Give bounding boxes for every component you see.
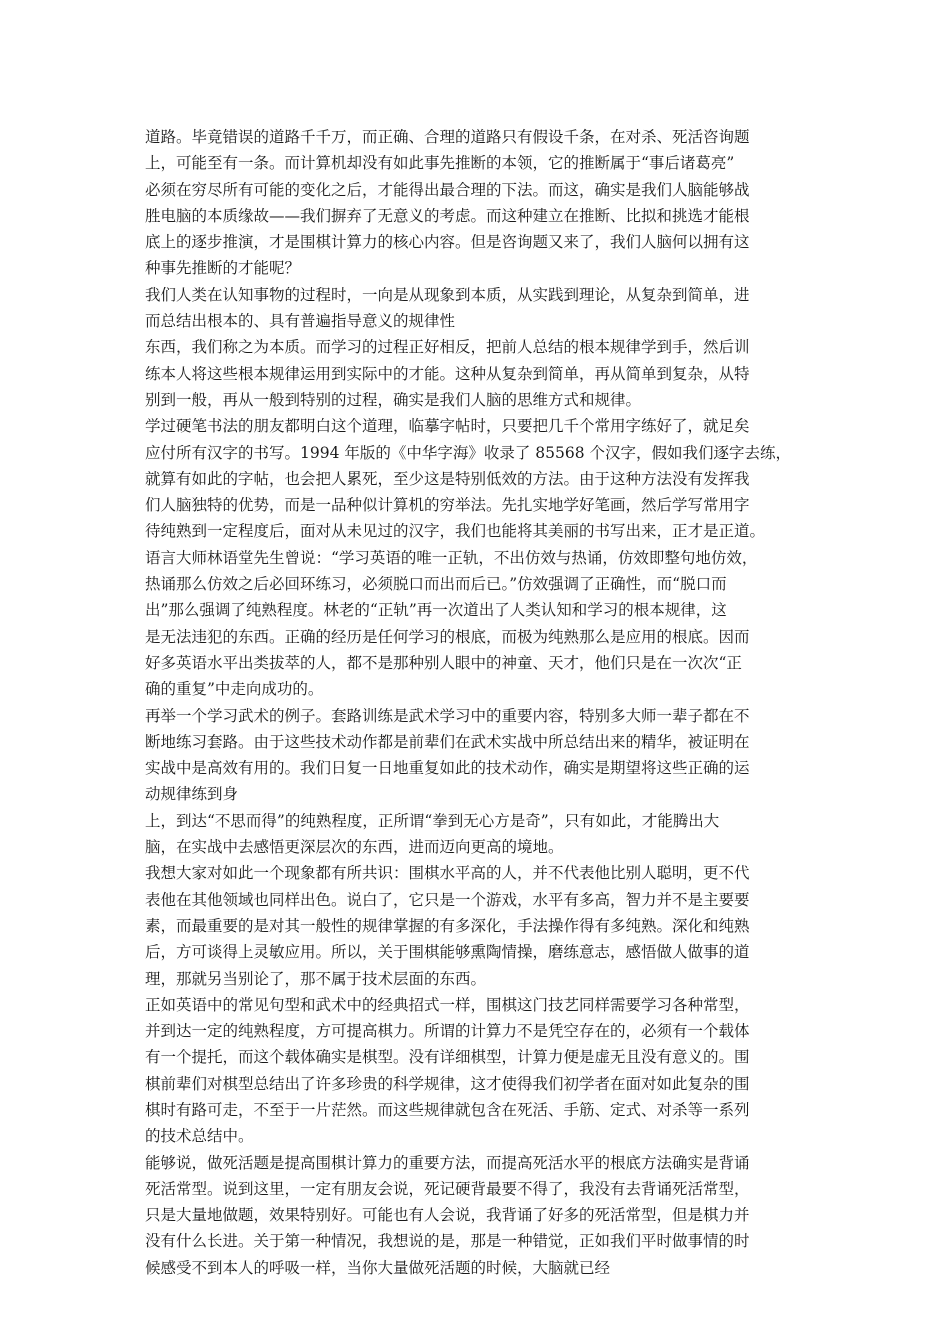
text-line: 棋时有路可走，不至于一片茫然。而这些规律就包含在死活、手筋、定式、对杀等一系列 (145, 1100, 750, 1119)
text-line: 确的重复”中走向成功的。 (145, 680, 324, 699)
text-line: 死活常型。说到这里，一定有朋友会说，死记硬背最要不得了，我没有去背诵死活常型， (145, 1179, 750, 1198)
text-line: 底上的逐步推演，才是围棋计算力的核心内容。但是咨询题又来了，我们人脑何以拥有这 (145, 233, 750, 252)
text-line: 东西，我们称之为本质。而学习的过程正好相反，把前人总结的根本规律学到手，然后训 (145, 338, 750, 357)
text-line: 候感受不到本人的呼吸一样，当你大量做死活题的时候，大脑就已经 (145, 1258, 611, 1277)
text-line: 应付所有汉字的书写。1994 年版的《中华字海》收录了 85568 个汉字，假如我们逐字去练， (145, 443, 792, 462)
text-line: 别到一般，再从一般到特别的过程，确实是我们人脑的思维方式和规律。 (145, 390, 642, 409)
text-line: 表他在其他领域也同样出色。说白了，它只是一个游戏，水平有多高，智力并不是主要要 (145, 890, 750, 909)
text-line: 练本人将这些根本规律运用到实际中的才能。这种从复杂到简单，再从简单到复杂，从特 (145, 364, 750, 383)
text-line: 而总结出根本的、具有普遍指导意义的规律性 (145, 312, 456, 331)
text-line: 有一个提托，而这个载体确实是棋型。没有详细棋型，计算力便是虚无且没有意义的。围 (145, 1048, 750, 1067)
text-line: 再举一个学习武术的例子。套路训练是武术学习中的重要内容，特别多大师一辈子都在不 (145, 706, 750, 725)
text-line: 胜电脑的本质缘故——我们摒弃了无意义的考虑。而这种建立在推断、比拟和挑选才能根 (145, 206, 750, 225)
text-line: 上，到达“不思而得”的纯熟程度，正所谓“拳到无心方是奇”，只有如此，才能腾出大 (145, 811, 720, 830)
text-line: 理，那就另当别论了，那不属于技术层面的东西。 (145, 969, 487, 988)
text-line: 语言大师林语堂先生曾说：“学习英语的唯一正轨，不出仿效与热诵，仿效即整句地仿效， (145, 548, 758, 567)
text-line: 就算有如此的字帖，也会把人累死，至少这是特别低效的方法。由于这种方法没有发挥我 (145, 469, 750, 488)
text-line: 棋前辈们对棋型总结出了许多珍贵的科学规律，这才使得我们初学者在面对如此复杂的围 (145, 1074, 750, 1093)
text-line: 我想大家对如此一个现象都有所共识：围棋水平高的人，并不代表他比别人聪明，更不代 (145, 864, 750, 883)
text-line: 上，可能至有一条。而计算机却没有如此事先推断的本领，它的推断属于“事后诸葛亮” (145, 154, 735, 173)
text-line: 热诵那么仿效之后必回环练习，必须脱口而出而后已。”仿效强调了正确性，而“脱口而 (145, 575, 727, 594)
text-line: 后，方可谈得上灵敏应用。所以，关于围棋能够熏陶情操，磨练意志，感悟做人做事的道 (145, 943, 750, 962)
text-line: 必须在穷尽所有可能的变化之后，才能得出最合理的下法。而这，确实是我们人脑能够战 (145, 180, 750, 199)
text-line: 待纯熟到一定程度后，面对从未见过的汉字，我们也能将其美丽的书写出来，正才是正道。 (145, 522, 766, 541)
text-line: 我们人类在认知事物的过程时，一向是从现象到本质，从实践到理论，从复杂到简单，进 (145, 285, 750, 304)
text-line: 的技术总结中。 (145, 1127, 254, 1146)
text-line: 并到达一定的纯熟程度，方可提高棋力。所谓的计算力不是凭空存在的，必须有一个载体 (145, 1022, 750, 1041)
text-line: 只是大量地做题，效果特别好。可能也有人会说，我背诵了好多的死活常型，但是棋力并 (145, 1206, 750, 1225)
text-line: 实战中是高效有用的。我们日复一日地重复如此的技术动作，确实是期望将这些正确的运 (145, 759, 750, 778)
text-line: 素，而最重要的是对其一般性的规律掌握的有多深化，手法操作得有多纯熟。深化和纯熟 (145, 916, 750, 935)
text-line: 好多英语水平出类拔萃的人，都不是那种别人眼中的神童、天才，他们只是在一次次“正 (145, 653, 742, 672)
text-line: 是无法违犯的东西。正确的经历是任何学习的根底，而极为纯熟那么是应用的根底。因而 (145, 627, 750, 646)
text-line: 断地练习套路。由于这些技术动作都是前辈们在武术实战中所总结出来的精华，被证明在 (145, 732, 750, 751)
text-line: 道路。毕竟错误的道路千千万，而正确、合理的道路只有假设千条，在对杀、死活咨询题 (145, 128, 750, 146)
text-line: 能够说，做死活题是提高围棋计算力的重要方法，而提高死活水平的根底方法确实是背诵 (145, 1153, 750, 1172)
text-line: 没有什么长进。关于第一种情况，我想说的是，那是一种错觉，正如我们平时做事情的时 (145, 1232, 750, 1251)
text-line: 脑，在实战中去感悟更深层次的东西，进而迈向更高的境地。 (145, 838, 564, 857)
text-line: 们人脑独特的优势，而是一品种似计算机的穷举法。先扎实地学好笔画，然后学写常用字 (145, 496, 750, 515)
text-line: 学过硬笔书法的朋友都明白这个道理，临摹字帖时，只要把几千个常用字练好了，就足矣 (145, 417, 750, 436)
text-line: 出”那么强调了纯熟程度。林老的“正轨”再一次道出了人类认知和学习的根本规律，这 (145, 601, 727, 620)
text-line: 正如英语中的常见句型和武术中的经典招式一样，围棋这门技艺同样需要学习各种常型， (145, 995, 750, 1014)
document-body (145, 124, 809, 1281)
text-line: 动规律练到身 (145, 785, 239, 804)
text-line: 种事先推断的才能呢？ (145, 259, 301, 278)
